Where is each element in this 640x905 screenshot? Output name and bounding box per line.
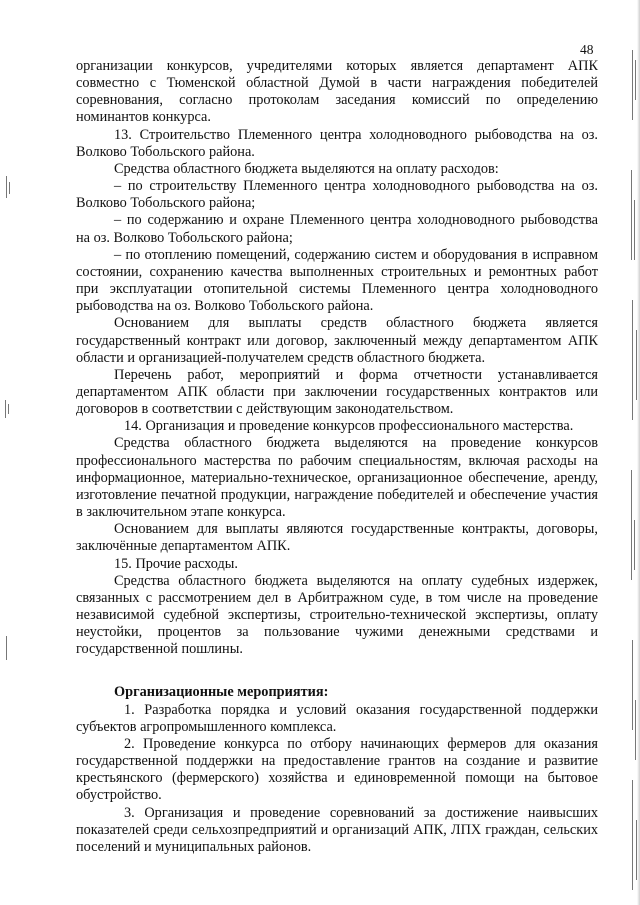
document-body xyxy=(76,58,598,856)
paragraph-contest-organization: организации конкурсов, учредителями которых является департамент АПК совместно с Тюменской областной Думой в части награждения победителей соревнования, согласно протоколам заседания комиссий по определению номинантов конкурса. xyxy=(76,58,598,126)
measure-item-1: 1. Разработка порядка и условий оказания государственной поддержки субъектов агропромышленного комплекса. xyxy=(76,701,598,735)
paragraph-budget-expenses: Средства областного бюджета выделяются на оплату расходов: xyxy=(114,160,499,177)
paragraph-item-13: 13. Строительство Племенного центра холодноводного рыбоводства на оз. Волково Тобольского района. xyxy=(76,126,598,160)
scan-edge-left xyxy=(0,0,14,905)
list-item-maintenance: – по содержанию и охране Племенного центра холодноводного рыбоводства на оз. Волково Тобольского района; xyxy=(76,212,598,246)
paragraph-contracts-basis: Основанием для выплаты являются государственные контракты, договоры, заключённые департаментом АПК. xyxy=(76,521,598,555)
paragraph-work-list: Перечень работ, мероприятий и форма отчетности устанавливается департаментом АПК области при заключении государственных контрактов или договоров в соответствии с действующим законодательством. xyxy=(76,366,598,418)
measure-item-3: 3. Организация и проведение соревнований за достижение наивысших показателей среди сельхозпредприятий и организаций АПК, ЛПХ граждан, сельских поселений и муниципальных районов. xyxy=(76,804,598,855)
paragraph-payment-basis: Основанием для выплаты средств областного бюджета является государственный контракт или договор, заключенный между департаментом АПК области и организацией-получателем средств областного бюджета. xyxy=(76,315,598,366)
paragraph-item-15: 15. Прочие расходы. xyxy=(114,555,238,572)
paragraph-item-14: 14. Организация и проведение конкурсов профессионального мастерства. xyxy=(124,418,574,435)
measure-item-2: 2. Проведение конкурса по отбору начинающих фермеров для оказания государственной поддержки на предоставление грантов на создание и развитие крестьянского (фермерского) хозяйства и единовременной помощи на бытовое обустройство. xyxy=(76,735,598,804)
paragraph-court-expenses: Средства областного бюджета выделяются на оплату судебных издержек, связанных с рассмотрением дел в Арбитражном суде, в том числе на проведение независимой судебной экспертизы, строительно-технической экспертизы, оплату неустойки, процентов за пользование чужими денежными средствами и государственной пошлины. xyxy=(76,572,598,658)
paragraph-contest-funds: Средства областного бюджета выделяются на проведение конкурсов профессионального мастерства по рабочим специальностям, включая расходы на информационное, материально-техническое, организационное обеспечение, аренду, изготовление печатной продукции, награждение победителей и обеспечение участия в заключительном этапе конкурса. xyxy=(76,435,598,521)
list-item-construction: – по строительству Племенного центра холодноводного рыбоводства на оз. Волково Тобольского района; xyxy=(76,178,598,212)
section-heading: Организационные мероприятия: xyxy=(114,684,329,701)
page-number: 48 xyxy=(580,42,594,57)
list-item-heating: – по отоплению помещений, содержанию систем и оборудования в исправном состоянии, сохранению качества выполненных строительных и ремонтных работ при эксплуатации отопительной системы Племенного центра холодноводного рыбоводства на оз. Волково Тобольского района. xyxy=(76,246,598,315)
section-gap xyxy=(76,658,598,684)
